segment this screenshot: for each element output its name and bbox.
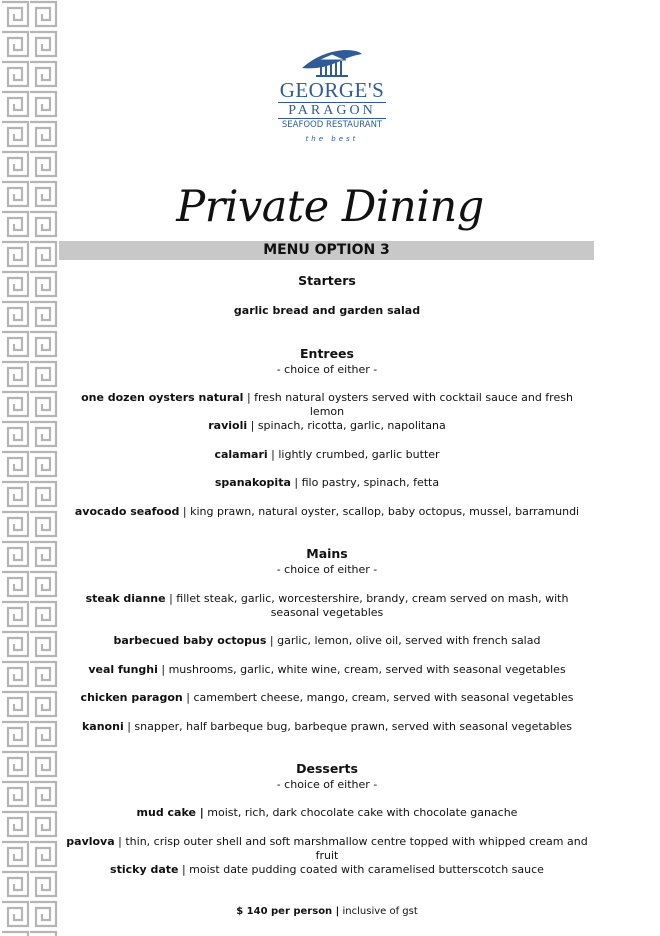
menu-item: spanakopita | filo pastry, spinach, fetta (214, 476, 440, 489)
section-heading-entrees: Entrees (300, 346, 354, 361)
menu-item: kanoni | snapper, half barbeque bug, barbeque prawn, served with seasonal vegetables (81, 720, 573, 733)
greek-key-border (0, 0, 58, 936)
menu-item: steak dianne | fillet steak, garlic, worcestershire, brandy, cream served on mash, with seasonal vegetables (85, 592, 569, 619)
menu-item: mud cake | moist, rich, dark chocolate cake with chocolate ganache (136, 806, 518, 819)
logo-tagline: the best (305, 135, 359, 143)
logo-subtitle: SEAFOOD RESTAURANT (281, 120, 383, 130)
logo-name-bottom-frame (278, 102, 386, 119)
menu-option-banner: MENU OPTION 3 (59, 241, 594, 260)
page-title: Private Dining (176, 182, 484, 232)
section-note: - choice of either - (276, 778, 378, 791)
logo-name-top: GEORGE'S (279, 78, 385, 102)
menu-item: barbecued baby octopus | garlic, lemon, olive oil, served with french salad (113, 634, 541, 647)
price-line: $ 140 per person | inclusive of gst (236, 906, 418, 917)
menu-item: avocado seafood | king prawn, natural oyster, scallop, baby octopus, mussel, barramundi (74, 505, 580, 518)
section-note: - choice of either - (276, 363, 378, 376)
section-heading-starters: Starters (298, 273, 356, 288)
temple-icon (300, 48, 364, 78)
menu-item: one dozen oysters natural | fresh natural oysters served with cocktail sauce and fresh lemon (81, 391, 573, 418)
restaurant-logo (270, 48, 394, 152)
logo-name-bottom: PARAGON (288, 103, 376, 118)
menu-item: veal funghi | mushrooms, garlic, white wine, cream, served with seasonal vegetables (88, 663, 566, 676)
menu-item: ravioli | spinach, ricotta, garlic, napolitana (208, 419, 446, 432)
section-heading-desserts: Desserts (296, 761, 358, 776)
menu-item: chicken paragon | camembert cheese, mango, cream, served with seasonal vegetables (80, 691, 574, 704)
menu-item: sticky date | moist date pudding coated with caramelised butterscotch sauce (110, 863, 544, 876)
section-note: - choice of either - (276, 563, 378, 576)
section-heading-mains: Mains (306, 546, 348, 561)
menu-item: calamari | lightly crumbed, garlic butter (214, 448, 440, 461)
menu-item: garlic bread and garden salad (233, 304, 421, 317)
menu-item: pavlova | thin, crisp outer shell and soft marshmallow centre topped with whipped cream and fruit (66, 835, 588, 862)
